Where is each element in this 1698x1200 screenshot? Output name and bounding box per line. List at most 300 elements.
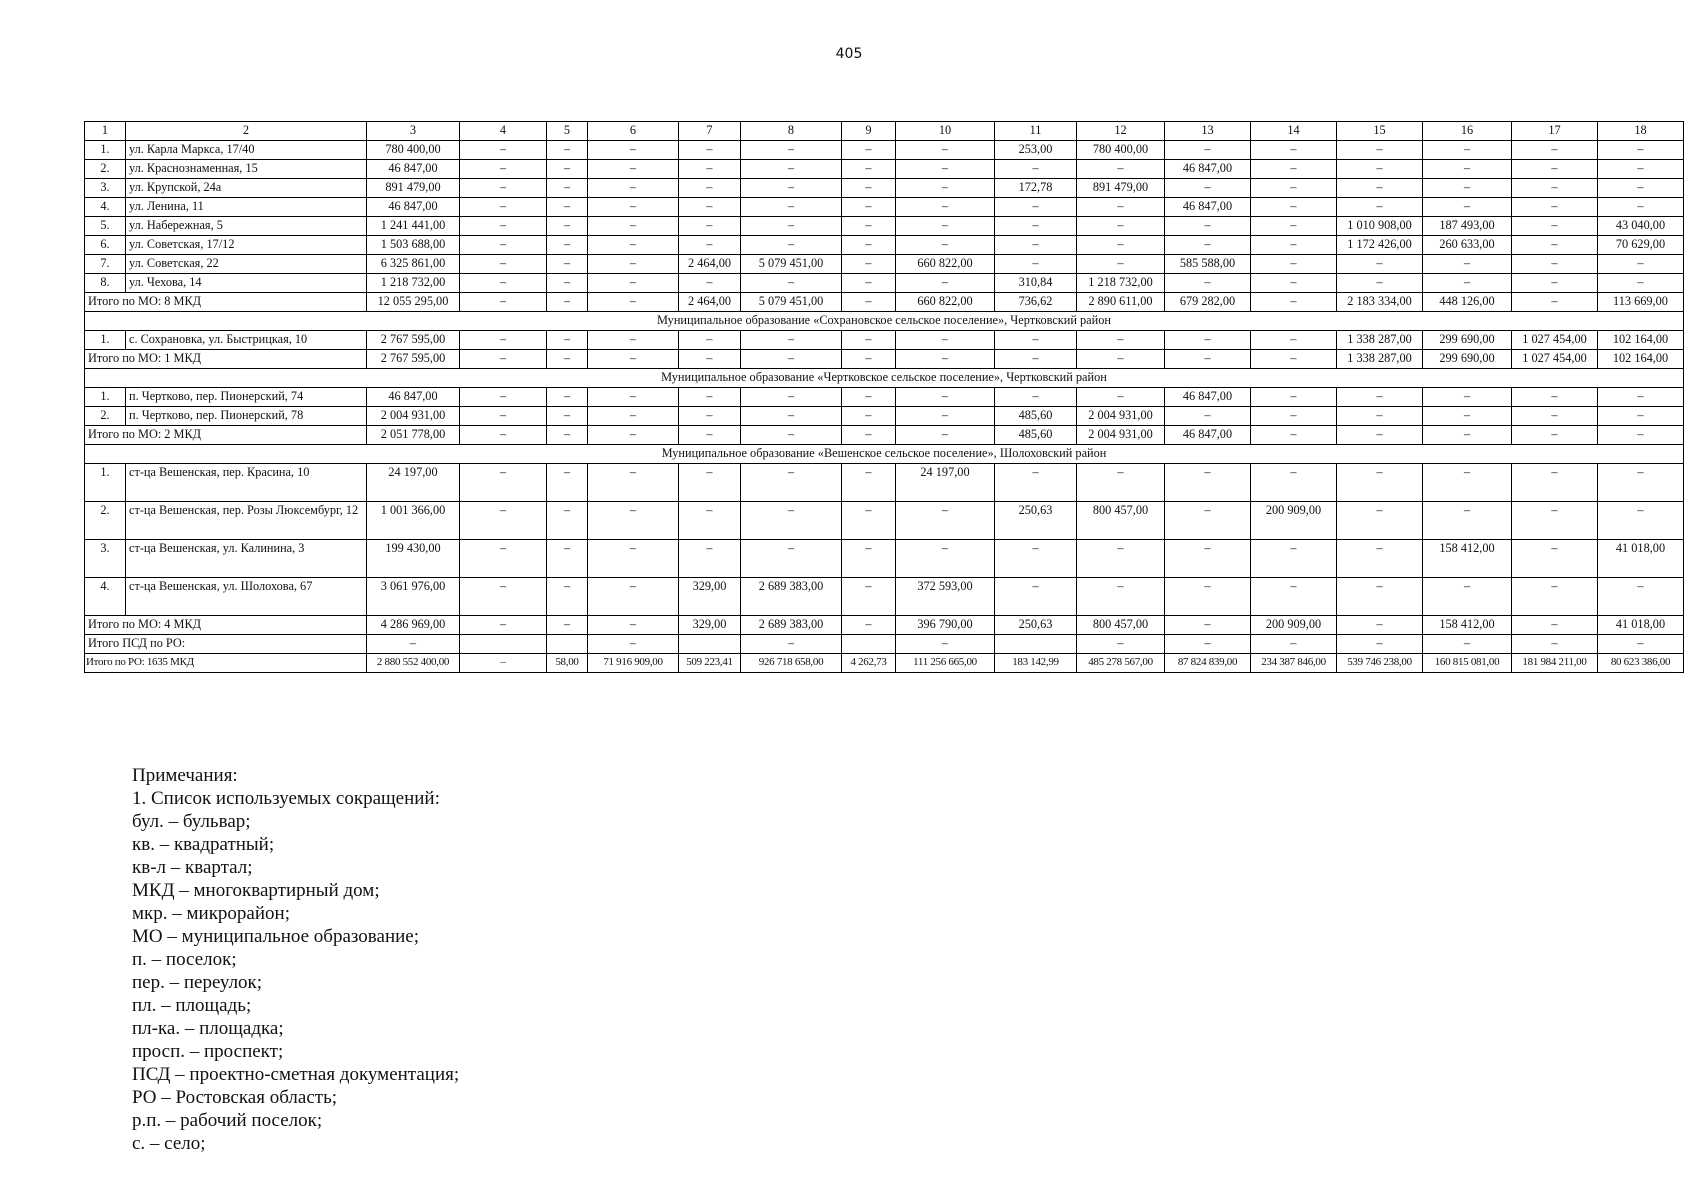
table-cell: – <box>741 198 842 217</box>
table-cell: 509 223,41 <box>679 654 741 673</box>
row-number-cell: 1. <box>85 388 126 407</box>
table-cell: 310,84 <box>995 274 1077 293</box>
table-cell: – <box>588 540 679 578</box>
table-cell: – <box>842 616 896 635</box>
table-cell: – <box>995 198 1077 217</box>
table-cell: – <box>547 293 588 312</box>
abbreviation-item: ПСД – проектно-сметная документация; <box>132 1064 460 1085</box>
table-cell: – <box>1512 293 1598 312</box>
table-cell: – <box>1598 502 1684 540</box>
table-cell: – <box>1251 217 1337 236</box>
table-cell: 199 430,00 <box>367 540 460 578</box>
table-cell: – <box>1165 464 1251 502</box>
notes-title: Примечания: <box>132 765 238 786</box>
table-cell: – <box>1077 255 1165 274</box>
table-cell: – <box>588 179 679 198</box>
table-cell: – <box>1337 141 1423 160</box>
table-cell: – <box>896 160 995 179</box>
table-cell: – <box>1337 274 1423 293</box>
table-cell: – <box>1512 179 1598 198</box>
table-cell: – <box>1251 141 1337 160</box>
table-cell: – <box>1251 179 1337 198</box>
table-cell: – <box>1337 179 1423 198</box>
table-cell: 1 172 426,00 <box>1337 236 1423 255</box>
table-cell: 187 493,00 <box>1423 217 1512 236</box>
total-row <box>85 350 1684 369</box>
table-cell: – <box>588 236 679 255</box>
table-cell: – <box>1165 179 1251 198</box>
table-cell: 926 718 658,00 <box>741 654 842 673</box>
table-cell: – <box>1512 274 1598 293</box>
table-cell: – <box>842 426 896 445</box>
table-cell: 1 218 732,00 <box>1077 274 1165 293</box>
address-cell: ст-ца Вешенская, ул. Шолохова, 67 <box>126 578 367 616</box>
table-cell: – <box>1337 578 1423 616</box>
abbreviation-item: просп. – проспект; <box>132 1041 284 1062</box>
table-cell: – <box>842 274 896 293</box>
address-cell: ул. Советская, 17/12 <box>126 236 367 255</box>
row-number-cell: 8. <box>85 274 126 293</box>
table-cell: 2 464,00 <box>679 255 741 274</box>
table-cell: – <box>1512 540 1598 578</box>
table-cell: – <box>547 141 588 160</box>
table-cell: – <box>1077 236 1165 255</box>
table-cell: – <box>842 236 896 255</box>
table-cell: – <box>1165 407 1251 426</box>
table-cell: – <box>588 198 679 217</box>
table-cell: – <box>1165 236 1251 255</box>
table-cell: 660 822,00 <box>896 293 995 312</box>
table-cell: 87 824 839,00 <box>1165 654 1251 673</box>
table-cell: – <box>1423 502 1512 540</box>
table-cell: – <box>460 255 547 274</box>
table-cell: – <box>547 616 588 635</box>
table-cell: – <box>896 407 995 426</box>
table-cell: 891 479,00 <box>367 179 460 198</box>
table-cell: 1 027 454,00 <box>1512 331 1598 350</box>
column-header: 14 <box>1251 122 1337 141</box>
table-cell: – <box>1077 464 1165 502</box>
table-cell: 58,00 <box>547 654 588 673</box>
table-cell: – <box>1077 635 1165 654</box>
table-cell: 41 018,00 <box>1598 540 1684 578</box>
table-cell: – <box>1337 388 1423 407</box>
column-header: 9 <box>842 122 896 141</box>
table-cell: – <box>842 255 896 274</box>
table-cell: – <box>741 388 842 407</box>
table-cell: – <box>1423 388 1512 407</box>
table-cell: – <box>1423 635 1512 654</box>
table-cell: – <box>679 350 741 369</box>
section-row <box>85 445 1684 464</box>
table-cell: 2 880 552 400,00 <box>367 654 460 673</box>
table-cell: – <box>460 274 547 293</box>
table-cell: – <box>842 502 896 540</box>
table-row <box>85 217 1684 236</box>
table-cell: – <box>1512 635 1598 654</box>
total-label: Итого по РО: 1635 МКД <box>85 654 367 673</box>
column-header: 1 <box>85 122 126 141</box>
column-header: 11 <box>995 122 1077 141</box>
table-cell: – <box>896 217 995 236</box>
table-cell: 250,63 <box>995 616 1077 635</box>
table-cell: – <box>460 407 547 426</box>
table-cell: – <box>1251 540 1337 578</box>
column-header: 17 <box>1512 122 1598 141</box>
table-cell: – <box>1337 464 1423 502</box>
table-cell: – <box>547 331 588 350</box>
table-cell: – <box>1512 236 1598 255</box>
table-cell: – <box>1251 407 1337 426</box>
abbreviation-item: РО – Ростовская область; <box>132 1087 338 1108</box>
table-row <box>85 502 1684 540</box>
row-number-cell: 1. <box>85 464 126 502</box>
address-cell: ул. Чехова, 14 <box>126 274 367 293</box>
table-cell: 183 142,99 <box>995 654 1077 673</box>
table-cell: – <box>842 464 896 502</box>
table-row <box>85 540 1684 578</box>
table-cell: – <box>547 407 588 426</box>
table-row <box>85 331 1684 350</box>
table-cell: 46 847,00 <box>1165 160 1251 179</box>
table-cell: – <box>679 217 741 236</box>
table-cell: 1 218 732,00 <box>367 274 460 293</box>
total-row <box>85 635 1684 654</box>
table-cell: – <box>1423 141 1512 160</box>
table-cell: – <box>1337 635 1423 654</box>
table-cell: 396 790,00 <box>896 616 995 635</box>
table-cell: – <box>842 578 896 616</box>
table-cell: – <box>460 331 547 350</box>
row-number-cell: 4. <box>85 198 126 217</box>
table-cell: – <box>588 388 679 407</box>
table-cell: – <box>679 160 741 179</box>
table-cell: – <box>1165 540 1251 578</box>
table-cell: – <box>1165 217 1251 236</box>
address-cell: ул. Карла Маркса, 17/40 <box>126 141 367 160</box>
table-cell: – <box>547 198 588 217</box>
table-row <box>85 274 1684 293</box>
table-cell: – <box>588 160 679 179</box>
table-cell: – <box>1598 255 1684 274</box>
column-header: 3 <box>367 122 460 141</box>
column-header: 16 <box>1423 122 1512 141</box>
housing-register-table <box>84 121 1684 673</box>
table-cell: – <box>842 141 896 160</box>
column-header: 10 <box>896 122 995 141</box>
column-header: 4 <box>460 122 547 141</box>
table-cell: 780 400,00 <box>367 141 460 160</box>
table-cell: – <box>1512 464 1598 502</box>
table-cell: 46 847,00 <box>1165 198 1251 217</box>
table-row <box>85 179 1684 198</box>
table-cell: 46 847,00 <box>367 160 460 179</box>
table-cell: 736,62 <box>995 293 1077 312</box>
table-cell: – <box>547 217 588 236</box>
table-cell <box>679 635 741 654</box>
table-cell: 43 040,00 <box>1598 217 1684 236</box>
table-cell: – <box>588 255 679 274</box>
table-cell: – <box>588 407 679 426</box>
table-cell: 1 241 441,00 <box>367 217 460 236</box>
notes-block <box>132 764 459 1155</box>
row-number-cell: 2. <box>85 502 126 540</box>
table-cell: 113 669,00 <box>1598 293 1684 312</box>
row-number-cell: 6. <box>85 236 126 255</box>
table-cell: – <box>460 426 547 445</box>
address-cell: п. Чертково, пер. Пионерский, 74 <box>126 388 367 407</box>
table-cell: 260 633,00 <box>1423 236 1512 255</box>
table-cell: – <box>896 426 995 445</box>
table-cell: – <box>1423 464 1512 502</box>
table-cell: – <box>547 236 588 255</box>
table-cell: – <box>842 217 896 236</box>
table-cell: – <box>1251 236 1337 255</box>
table-cell: 329,00 <box>679 616 741 635</box>
table-cell: 1 001 366,00 <box>367 502 460 540</box>
table-cell: – <box>896 350 995 369</box>
table-cell: – <box>1077 388 1165 407</box>
table-cell: 111 256 665,00 <box>896 654 995 673</box>
table-cell: – <box>1423 160 1512 179</box>
table-cell: – <box>679 198 741 217</box>
table-cell: 329,00 <box>679 578 741 616</box>
table-cell: – <box>679 502 741 540</box>
table-cell: – <box>1423 255 1512 274</box>
table-cell: – <box>995 331 1077 350</box>
table-cell: 71 916 909,00 <box>588 654 679 673</box>
table-cell: – <box>460 616 547 635</box>
table-cell: 2 767 595,00 <box>367 331 460 350</box>
table-cell: 24 197,00 <box>367 464 460 502</box>
table-row <box>85 388 1684 407</box>
grand-total-row <box>85 654 1684 673</box>
section-row <box>85 369 1684 388</box>
table-cell: 5 079 451,00 <box>741 293 842 312</box>
table-cell: – <box>1165 578 1251 616</box>
table-cell: – <box>1512 426 1598 445</box>
table-cell: 46 847,00 <box>1165 426 1251 445</box>
table-cell: – <box>842 407 896 426</box>
abbreviation-item: мкр. – микрорайон; <box>132 903 290 924</box>
table-cell: – <box>460 198 547 217</box>
table-cell: – <box>547 388 588 407</box>
table-cell: – <box>1512 388 1598 407</box>
total-row <box>85 616 1684 635</box>
table-cell: – <box>842 179 896 198</box>
table-cell <box>460 635 547 654</box>
table-cell: – <box>1077 217 1165 236</box>
address-cell: ул. Советская, 22 <box>126 255 367 274</box>
table-cell: – <box>842 331 896 350</box>
column-header: 18 <box>1598 122 1684 141</box>
address-cell: п. Чертково, пер. Пионерский, 78 <box>126 407 367 426</box>
table-cell: – <box>1337 502 1423 540</box>
table-cell: 660 822,00 <box>896 255 995 274</box>
table-cell: – <box>1337 255 1423 274</box>
address-cell: ул. Ленина, 11 <box>126 198 367 217</box>
total-label: Итого по МО: 4 МКД <box>85 616 367 635</box>
table-cell: 2 890 611,00 <box>1077 293 1165 312</box>
table-cell: – <box>1337 616 1423 635</box>
table-cell: 46 847,00 <box>367 198 460 217</box>
row-number-cell: 3. <box>85 540 126 578</box>
row-number-cell: 2. <box>85 407 126 426</box>
table-cell: – <box>547 426 588 445</box>
table-cell: – <box>588 331 679 350</box>
table-cell: – <box>547 502 588 540</box>
section-title: Муниципальное образование «Сохрановское сельское поселение», Чертковский район <box>85 312 1684 331</box>
table-cell: – <box>1251 255 1337 274</box>
table-cell: 448 126,00 <box>1423 293 1512 312</box>
table-cell: – <box>1077 331 1165 350</box>
table-cell: 12 055 295,00 <box>367 293 460 312</box>
address-cell: ст-ца Вешенская, ул. Калинина, 3 <box>126 540 367 578</box>
table-cell: – <box>842 388 896 407</box>
table-cell: – <box>1251 388 1337 407</box>
abbreviation-item: с. – село; <box>132 1133 206 1154</box>
table-cell: 46 847,00 <box>1165 388 1251 407</box>
table-cell: 679 282,00 <box>1165 293 1251 312</box>
table-cell: – <box>1165 141 1251 160</box>
page-number: 405 <box>835 46 863 62</box>
header-row <box>85 122 1684 141</box>
table-cell: – <box>460 654 547 673</box>
section-row <box>85 312 1684 331</box>
table-cell: 46 847,00 <box>367 388 460 407</box>
column-header: 7 <box>679 122 741 141</box>
table-cell: – <box>995 388 1077 407</box>
table-cell: – <box>741 274 842 293</box>
table-cell: 70 629,00 <box>1598 236 1684 255</box>
table-cell: – <box>1512 160 1598 179</box>
column-header: 2 <box>126 122 367 141</box>
abbreviation-item: пер. – переулок; <box>132 972 263 993</box>
table-cell: – <box>367 635 460 654</box>
table-cell: – <box>679 426 741 445</box>
table-cell: – <box>588 502 679 540</box>
table-row <box>85 198 1684 217</box>
table-cell: – <box>460 502 547 540</box>
table-cell: – <box>741 540 842 578</box>
table-cell: – <box>741 407 842 426</box>
table-cell: – <box>547 540 588 578</box>
table-cell: 800 457,00 <box>1077 502 1165 540</box>
table-cell: 2 051 778,00 <box>367 426 460 445</box>
table-cell: – <box>896 198 995 217</box>
table-cell: – <box>460 217 547 236</box>
table-cell: – <box>1512 141 1598 160</box>
abbreviation-item: пл. – площадь; <box>132 995 252 1016</box>
table-cell: – <box>588 217 679 236</box>
table-cell: – <box>460 160 547 179</box>
table-cell: 41 018,00 <box>1598 616 1684 635</box>
table-cell: – <box>1251 464 1337 502</box>
table-cell: – <box>1423 274 1512 293</box>
table-cell: 800 457,00 <box>1077 616 1165 635</box>
table-cell: 160 815 081,00 <box>1423 654 1512 673</box>
table-cell: – <box>1337 426 1423 445</box>
table-cell: – <box>842 293 896 312</box>
table-cell: – <box>896 635 995 654</box>
table-cell: – <box>1165 331 1251 350</box>
table-cell: – <box>1077 160 1165 179</box>
table-cell: – <box>547 578 588 616</box>
total-row <box>85 426 1684 445</box>
table-row <box>85 578 1684 616</box>
address-cell: ул. Набережная, 5 <box>126 217 367 236</box>
abbreviation-item: пл-ка. – площадка; <box>132 1018 284 1039</box>
table-cell <box>995 635 1077 654</box>
table-cell: – <box>741 331 842 350</box>
table-cell: – <box>1512 217 1598 236</box>
table-cell: – <box>1512 502 1598 540</box>
column-header: 15 <box>1337 122 1423 141</box>
table-cell: – <box>995 540 1077 578</box>
table-cell: – <box>741 141 842 160</box>
table-cell: 299 690,00 <box>1423 331 1512 350</box>
table-row <box>85 407 1684 426</box>
table-cell: – <box>460 179 547 198</box>
table-cell: 3 061 976,00 <box>367 578 460 616</box>
address-cell: ст-ца Вешенская, пер. Розы Люксембург, 12 <box>126 502 367 540</box>
table-cell: – <box>1337 160 1423 179</box>
table-cell: – <box>588 426 679 445</box>
table-cell: – <box>679 464 741 502</box>
table-cell: – <box>1512 407 1598 426</box>
table-row <box>85 236 1684 255</box>
address-cell: ул. Крупской, 24а <box>126 179 367 198</box>
table-row <box>85 160 1684 179</box>
table-cell: – <box>995 255 1077 274</box>
table-cell: – <box>1077 198 1165 217</box>
table-cell: – <box>1598 426 1684 445</box>
table-cell: – <box>588 464 679 502</box>
table-cell: – <box>460 141 547 160</box>
table-cell: – <box>896 274 995 293</box>
table-cell: – <box>896 141 995 160</box>
table-cell: – <box>995 217 1077 236</box>
table-cell: – <box>460 236 547 255</box>
table-cell: 2 183 334,00 <box>1337 293 1423 312</box>
table-cell: – <box>1251 350 1337 369</box>
table-cell: – <box>1165 502 1251 540</box>
row-number-cell: 7. <box>85 255 126 274</box>
table-cell: 2 004 931,00 <box>1077 407 1165 426</box>
table-cell: – <box>1598 388 1684 407</box>
table-cell <box>547 635 588 654</box>
table-cell: – <box>1165 274 1251 293</box>
table-cell: 172,78 <box>995 179 1077 198</box>
table-cell: – <box>1598 407 1684 426</box>
table-cell: 485,60 <box>995 426 1077 445</box>
table-cell: – <box>1598 274 1684 293</box>
table-cell: 253,00 <box>995 141 1077 160</box>
table-cell: – <box>741 350 842 369</box>
table-cell: – <box>588 293 679 312</box>
table-cell: 2 004 931,00 <box>367 407 460 426</box>
column-header: 6 <box>588 122 679 141</box>
table-cell: – <box>1423 578 1512 616</box>
table-cell: – <box>588 274 679 293</box>
table-cell: 234 387 846,00 <box>1251 654 1337 673</box>
table-cell: – <box>1251 198 1337 217</box>
table-cell: – <box>1165 616 1251 635</box>
table-cell: – <box>460 578 547 616</box>
table-cell: 539 746 238,00 <box>1337 654 1423 673</box>
table-cell: – <box>679 331 741 350</box>
table-cell: – <box>1598 578 1684 616</box>
